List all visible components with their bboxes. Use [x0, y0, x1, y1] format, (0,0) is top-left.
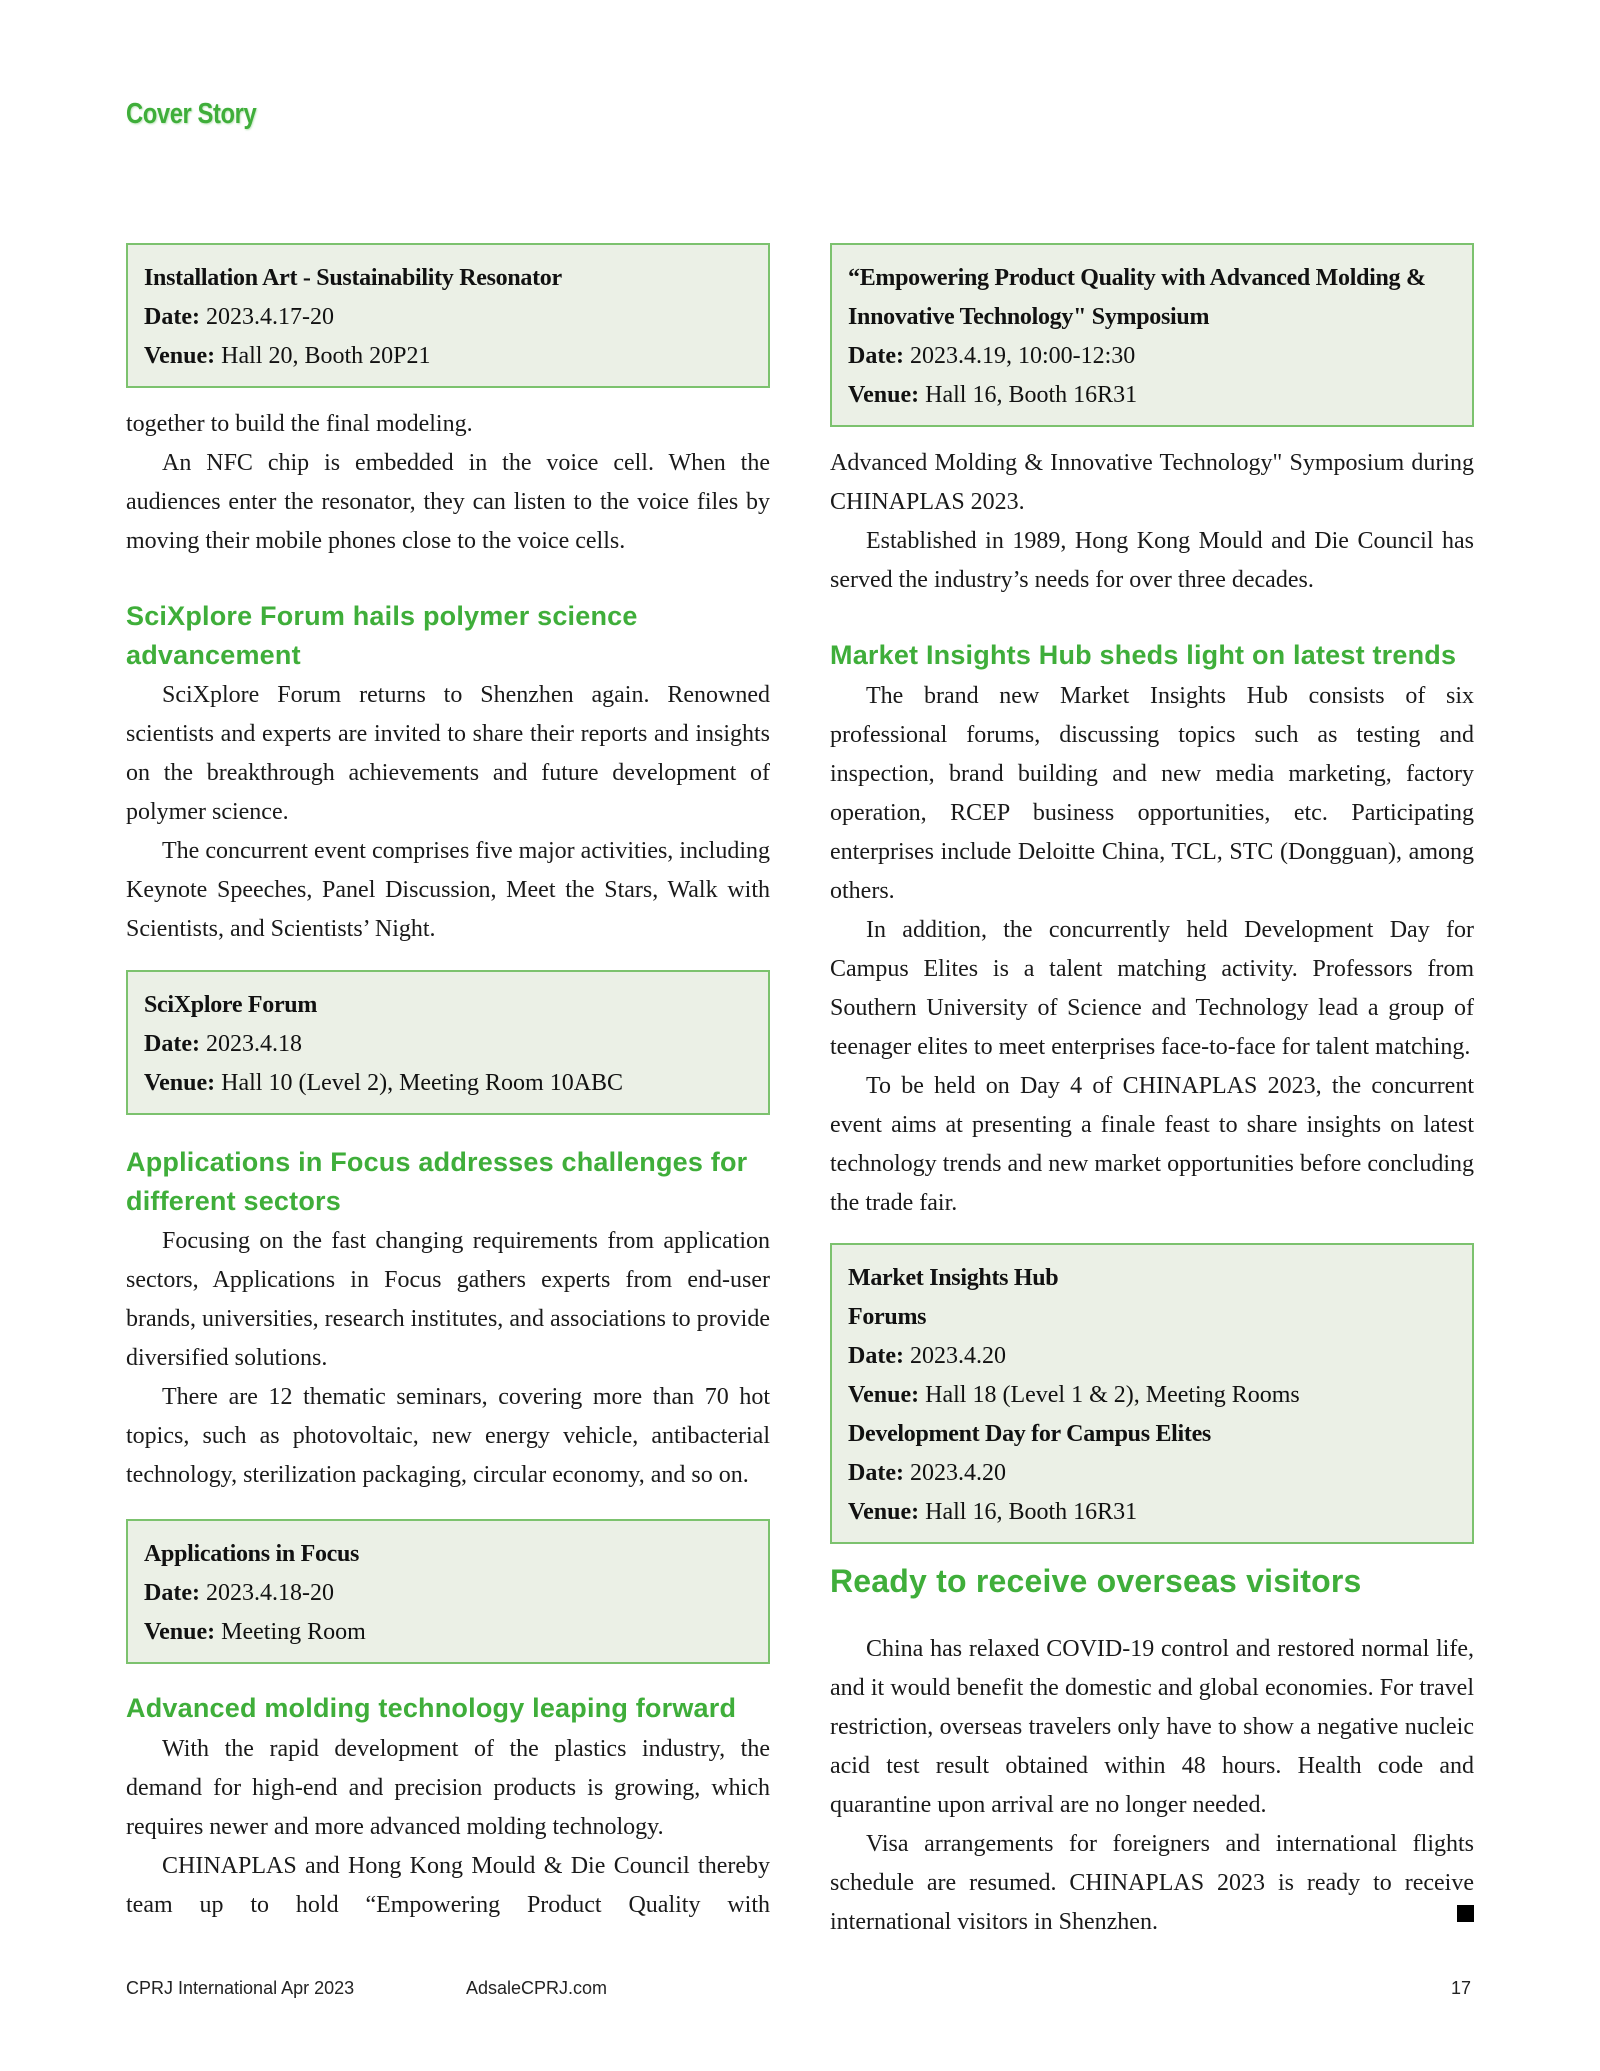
heading-molding: Advanced molding technology leaping forward: [126, 1693, 737, 1723]
heading-scixplore: SciXplore Forum hails polymer science advancement: [126, 601, 638, 670]
info-box-title: SciXplore Forum: [144, 992, 318, 1018]
end-of-article-mark: [1457, 1905, 1474, 1922]
info-box-date: [848, 1337, 1456, 1376]
body-text-installation-continued: [126, 405, 770, 561]
paragraph: together to build the final modeling.: [126, 411, 473, 437]
info-box-venue: [144, 337, 752, 376]
info-box-title: Applications in Focus: [144, 1541, 360, 1567]
date-label: Date:: [848, 1343, 904, 1369]
page-number: 17: [1451, 1978, 1472, 1998]
info-box-market-insights: [830, 1243, 1474, 1544]
section-tag: Cover Story: [126, 98, 257, 130]
paragraph: CHINAPLAS and Hong Kong Mould & Die Council thereby team up to hold “Empowering Product Quality with: [126, 1853, 770, 1918]
info-box-date: [144, 298, 752, 337]
venue-value: Hall 18 (Level 1 & 2), Meeting Rooms: [925, 1382, 1300, 1408]
info-box-venue: [848, 1376, 1456, 1415]
heading-applications: Applications in Focus addresses challenges for different sectors: [126, 1147, 748, 1216]
paragraph: SciXplore Forum returns to Shenzhen again. Renowned scientists and experts are invited to share their reports and insights on the breakthrough achievements and future development of polymer science.: [126, 682, 770, 825]
body-text-symposium-continued: [830, 444, 1474, 600]
info-box-venue: [144, 1064, 752, 1103]
venue-value: Meeting Room: [221, 1619, 366, 1645]
info-box-date: [848, 1454, 1456, 1493]
info-box-venue: [848, 376, 1456, 415]
date-value: 2023.4.18: [205, 1031, 302, 1057]
paragraph: Established in 1989, Hong Kong Mould and Die Council has served the industry’s needs for over three decades.: [830, 528, 1474, 593]
paragraph: There are 12 thematic seminars, covering more than 70 hot topics, such as photovoltaic, new energy vehicle, antibacterial technology, sterilization packaging, circular economy, and so on.: [126, 1384, 770, 1488]
date-label: Date:: [144, 1031, 200, 1057]
venue-label: Venue:: [144, 1070, 216, 1096]
info-box-subtitle-forums: Forums: [848, 1304, 927, 1330]
date-label: Date:: [144, 1580, 200, 1606]
venue-label: Venue:: [848, 382, 920, 408]
paragraph: Advanced Molding & Innovative Technology" Symposium during CHINAPLAS 2023.: [830, 450, 1474, 515]
info-box-installation-art: [126, 243, 770, 388]
date-label: Date:: [848, 343, 904, 369]
date-value: 2023.4.20: [909, 1460, 1006, 1486]
info-box-title: “Empowering Product Quality with Advanced Molding & Innovative Technology" Symposium: [848, 265, 1426, 330]
info-box-date: [848, 337, 1456, 376]
info-box-venue: [144, 1613, 752, 1652]
info-box-scixplore: [126, 970, 770, 1115]
date-value: 2023.4.19, 10:00-12:30: [909, 343, 1136, 369]
date-value: 2023.4.20: [909, 1343, 1006, 1369]
date-value: 2023.4.17-20: [205, 304, 334, 330]
body-text-overseas-visitors: [830, 1630, 1474, 1942]
info-box-date: [144, 1025, 752, 1064]
venue-label: Venue:: [848, 1382, 920, 1408]
body-text-market-insights: [830, 677, 1474, 1223]
paragraph: An NFC chip is embedded in the voice cell. When the audiences enter the resonator, they can listen to the voice files by moving their mobile phones close to the voice cells.: [126, 450, 770, 554]
date-label: Date:: [144, 304, 200, 330]
info-box-applications: [126, 1519, 770, 1664]
venue-value: Hall 20, Booth 20P21: [221, 343, 431, 369]
info-box-title: Market Insights Hub: [848, 1265, 1059, 1291]
paragraph: Focusing on the fast changing requirements from application sectors, Applications in Focus gathers experts from end-user brands, universities, research institutes, and associations to provide diversified solutions.: [126, 1228, 770, 1371]
paragraph: With the rapid development of the plastics industry, the demand for high-end and precision products is growing, which requires newer and more advanced molding technology.: [126, 1736, 770, 1840]
venue-value: Hall 16, Booth 16R31: [925, 382, 1138, 408]
venue-label: Venue:: [144, 1619, 216, 1645]
footer-publication: CPRJ International Apr 2023: [126, 1978, 355, 1998]
paragraph: The concurrent event comprises five major activities, including Keynote Speeches, Panel Discussion, Meet the Stars, Walk with Scientists, and Scientists’ Night.: [126, 838, 770, 942]
heading-market-insights: Market Insights Hub sheds light on latest trends: [830, 640, 1457, 670]
paragraph: Visa arrangements for foreigners and international flights schedule are resumed. CHINAPLAS 2023 is ready to receive international visitors in Shenzhen.: [830, 1831, 1474, 1935]
heading-overseas-visitors: Ready to receive overseas visitors: [830, 1563, 1362, 1599]
paragraph: China has relaxed COVID-19 control and restored normal life, and it would benefit the domestic and global economies. For travel restriction, overseas travelers only have to show a negative nucleic acid test result obtained within 48 hours. Health code and quarantine upon arrival are no longer needed.: [830, 1636, 1474, 1818]
paragraph: To be held on Day 4 of CHINAPLAS 2023, the concurrent event aims at presenting a finale feast to share insights on latest technology trends and new market opportunities before concluding the trade fair.: [830, 1073, 1474, 1216]
footer-website[interactable]: AdsaleCPRJ.com: [466, 1978, 608, 1998]
info-box-subtitle-campus-elites: Development Day for Campus Elites: [848, 1421, 1211, 1447]
body-text-scixplore: [126, 676, 770, 949]
body-text-applications: [126, 1222, 770, 1495]
info-box-venue: [848, 1493, 1456, 1532]
paragraph: The brand new Market Insights Hub consists of six professional forums, discussing topics such as testing and inspection, brand building and new media marketing, factory operation, RCEP business opportunities, etc. Participating enterprises include Deloitte China, TCL, STC (Dongguan), among others.: [830, 683, 1474, 904]
venue-value: Hall 10 (Level 2), Meeting Room 10ABC: [221, 1070, 624, 1096]
date-value: 2023.4.18-20: [205, 1580, 334, 1606]
venue-label: Venue:: [848, 1499, 920, 1525]
info-box-title: Installation Art - Sustainability Resonator: [144, 265, 562, 291]
info-box-date: [144, 1574, 752, 1613]
venue-value: Hall 16, Booth 16R31: [925, 1499, 1138, 1525]
body-text-molding: [126, 1730, 770, 1925]
date-label: Date:: [848, 1460, 904, 1486]
venue-label: Venue:: [144, 343, 216, 369]
paragraph: In addition, the concurrently held Development Day for Campus Elites is a talent matching activity. Professors from Southern University of Science and Technology lead a group of teenager elites to meet enterprises face-to-face for talent matching.: [830, 917, 1474, 1060]
info-box-symposium: [830, 243, 1474, 427]
